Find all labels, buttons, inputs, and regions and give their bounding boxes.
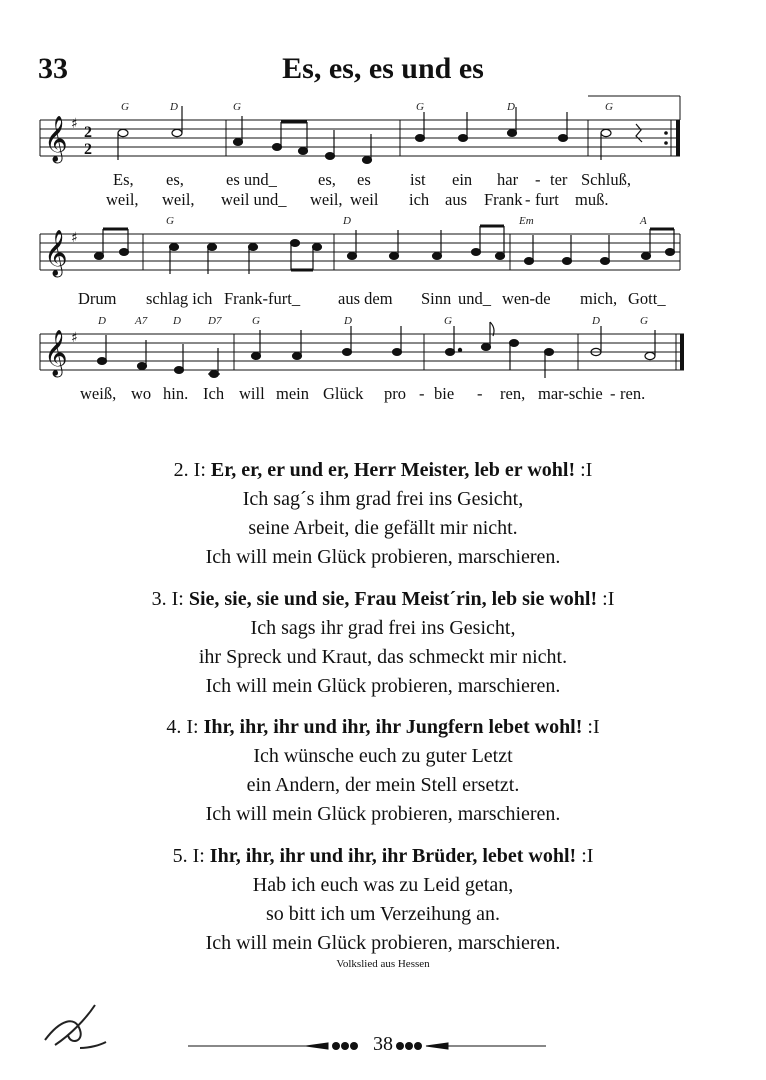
svg-text:D: D [98, 315, 106, 327]
credit-line: Volkslied aus Hessen [336, 958, 430, 970]
music-score [0, 0, 766, 420]
staff-1-notes [118, 106, 642, 163]
staff-1 [40, 96, 680, 156]
staff-3 [40, 334, 684, 370]
svg-text:D: D [343, 215, 351, 227]
svg-text:D: D [592, 315, 600, 327]
svg-text:♯: ♯ [71, 230, 78, 246]
svg-text:G: G [640, 315, 648, 327]
svg-text:A7: A7 [135, 315, 148, 327]
svg-text:𝄞: 𝄞 [44, 330, 68, 376]
time-signature: 2 [84, 124, 92, 141]
page-number: 38 [373, 1033, 393, 1055]
chord-2: D [170, 101, 178, 113]
svg-text:D7: D7 [208, 315, 222, 327]
svg-text:2: 2 [84, 141, 92, 158]
svg-text:D: D [344, 315, 352, 327]
verse-2: 2. I: Er, er, er und er, Herr Meister, leb er wohl! :I Ich sag´s ihm grad frei ins Gesicht, seine Arbeit, die gefällt mir nicht. Ich will mein Glück probieren, marschieren. [173, 459, 593, 568]
svg-text:A: A [640, 215, 647, 227]
verse-3: 3. I: Sie, sie, sie und sie, Frau Meist´rin, leb sie wohl! :I Ich sags ihr grad frei ins Gesicht, ihr Spreck und Kraut, das schmeckt mir nicht. Ich will mein Glück probieren, marschieren. [151, 588, 615, 697]
staff-2 [40, 234, 680, 270]
chord-6: G [605, 101, 613, 113]
verse-4: 4. I: Ihr, ihr, ihr und ihr, ihr Jungfern lebet wohl! :I Ich wünsche euch zu guter Letzt ein Andern, der mein Stell ersetzt. Ich will mein Glück probieren, marschieren. [166, 716, 600, 825]
treble-clef-icon: 𝄞 [44, 116, 68, 162]
svg-text:G: G [444, 315, 452, 327]
chord-4: G [416, 101, 424, 113]
svg-text:G: G [252, 315, 260, 327]
svg-text:D: D [173, 315, 181, 327]
staff-2-notes [95, 226, 675, 274]
svg-text:G: G [166, 215, 174, 227]
svg-text:𝄞: 𝄞 [44, 230, 68, 276]
svg-text:Em: Em [519, 215, 534, 227]
svg-text:♯: ♯ [71, 330, 78, 346]
song-number: 33 [38, 52, 68, 85]
chord-1: G [121, 101, 129, 113]
song-title: Es, es, es und es [282, 52, 484, 85]
chord-5: D [507, 101, 515, 113]
verse-5: 5. I: Ihr, ihr, ihr und ihr, ihr Brüder, lebet wohl! :I Hab ich euch was zu Leid getan, so bitt ich um Verzeihung an. Ich will mein Glück probieren, marschieren. [172, 845, 594, 954]
key-signature-sharp: ♯ [71, 116, 78, 132]
chord-3: G [233, 101, 241, 113]
